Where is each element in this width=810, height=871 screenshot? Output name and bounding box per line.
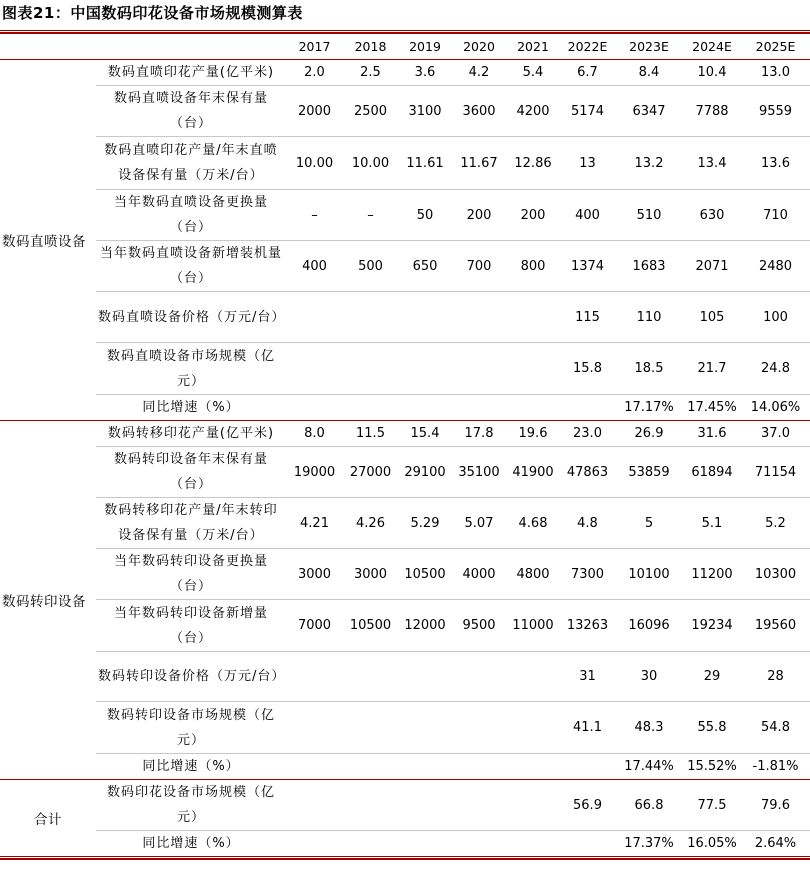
table-cell xyxy=(452,652,506,702)
table-cell: 2480 xyxy=(741,241,810,292)
table-cell: 41900 xyxy=(506,447,560,498)
table-cell: 4.2 xyxy=(452,60,506,86)
table-cell: 17.37% xyxy=(615,831,683,857)
figure-title: 图表21：中国数码印花设备市场规模测算表 xyxy=(2,4,303,22)
table-cell: 19000 xyxy=(286,447,343,498)
table-cell: 7300 xyxy=(560,549,615,600)
table-cell: 15.8 xyxy=(560,343,615,395)
row-label: 数码转移印花产量(亿平米) xyxy=(96,421,286,447)
header-blank xyxy=(0,34,96,60)
table-cell: – xyxy=(343,190,398,241)
year-header: 2018 xyxy=(354,39,387,54)
table-cell xyxy=(452,702,506,754)
table-cell xyxy=(286,652,343,702)
table-cell: 710 xyxy=(741,190,810,241)
table-cell: 10.4 xyxy=(683,60,741,86)
table-cell: 10300 xyxy=(741,549,810,600)
table-cell: 3000 xyxy=(286,549,343,600)
table-cell: 19560 xyxy=(741,600,810,652)
table-cell: 7000 xyxy=(286,600,343,652)
row-label: 当年数码直喷设备更换量（台） xyxy=(96,190,286,241)
table-cell: 61894 xyxy=(683,447,741,498)
table-cell: 3600 xyxy=(452,86,506,137)
row-label: 同比增速（%） xyxy=(96,754,286,780)
year-header: 2023E xyxy=(629,39,669,54)
table-row xyxy=(0,395,810,421)
table-cell: 700 xyxy=(452,241,506,292)
table-cell: – xyxy=(286,190,343,241)
table-cell: 1374 xyxy=(560,241,615,292)
table-cell xyxy=(506,780,560,831)
table-cell xyxy=(398,652,452,702)
table-cell xyxy=(343,343,398,395)
table-row xyxy=(0,498,810,549)
year-header: 2024E xyxy=(692,39,732,54)
table-cell: 500 xyxy=(343,241,398,292)
table-cell xyxy=(560,395,615,421)
table-cell: 5.07 xyxy=(452,498,506,549)
table-cell: 17.44% xyxy=(615,754,683,780)
table-cell: 5.4 xyxy=(506,60,560,86)
table-cell: 800 xyxy=(506,241,560,292)
title-rule-thin xyxy=(0,30,810,31)
table-cell xyxy=(452,343,506,395)
table-cell: 1683 xyxy=(615,241,683,292)
table-cell: 4.8 xyxy=(560,498,615,549)
table-cell: 48.3 xyxy=(615,702,683,754)
table-cell: 56.9 xyxy=(560,780,615,831)
table-cell xyxy=(506,702,560,754)
table-cell: 10.00 xyxy=(343,137,398,190)
table-cell: 2071 xyxy=(683,241,741,292)
table-cell xyxy=(452,395,506,421)
table-cell xyxy=(286,754,343,780)
table-cell: 55.8 xyxy=(683,702,741,754)
table-cell: 4.26 xyxy=(343,498,398,549)
table-cell: 400 xyxy=(560,190,615,241)
table-cell: 11000 xyxy=(506,600,560,652)
table-row xyxy=(0,241,810,292)
table-cell: 16.05% xyxy=(683,831,741,857)
table-cell: 47863 xyxy=(560,447,615,498)
table-cell: 41.1 xyxy=(560,702,615,754)
row-label: 数码直喷设备年末保有量（台） xyxy=(96,86,286,137)
table-cell: 650 xyxy=(398,241,452,292)
table-cell: 7788 xyxy=(683,86,741,137)
table-cell: 4000 xyxy=(452,549,506,600)
table-cell xyxy=(398,831,452,857)
table-cell: 71154 xyxy=(741,447,810,498)
table-cell: -1.81% xyxy=(741,754,810,780)
table-row xyxy=(0,831,810,857)
group-label: 数码直喷设备 xyxy=(0,60,96,421)
table-cell: 10.00 xyxy=(286,137,343,190)
table-cell xyxy=(452,292,506,343)
row-label: 数码直喷设备价格（万元/台） xyxy=(96,292,286,343)
table-cell: 15.52% xyxy=(683,754,741,780)
table-cell: 11200 xyxy=(683,549,741,600)
table-cell: 13263 xyxy=(560,600,615,652)
header-blank xyxy=(96,34,286,60)
table-cell: 19234 xyxy=(683,600,741,652)
table-cell: 53859 xyxy=(615,447,683,498)
table-cell xyxy=(506,292,560,343)
table-cell: 3000 xyxy=(343,549,398,600)
table-cell: 4.68 xyxy=(506,498,560,549)
table-cell: 13.0 xyxy=(741,60,810,86)
table-cell xyxy=(286,343,343,395)
table-cell: 6347 xyxy=(615,86,683,137)
row-label: 数码转印设备价格（万元/台） xyxy=(96,652,286,702)
table-row xyxy=(0,652,810,702)
table-cell: 4.21 xyxy=(286,498,343,549)
table-cell: 510 xyxy=(615,190,683,241)
table-cell: 13.2 xyxy=(615,137,683,190)
table-row xyxy=(0,600,810,652)
table-cell: 5174 xyxy=(560,86,615,137)
table-cell: 5.2 xyxy=(741,498,810,549)
table-cell xyxy=(506,831,560,857)
table-cell xyxy=(398,395,452,421)
table-cell: 9559 xyxy=(741,86,810,137)
table-row xyxy=(0,86,810,137)
table-cell: 27000 xyxy=(343,447,398,498)
year-header: 2022E xyxy=(567,39,608,54)
table-cell xyxy=(343,831,398,857)
table-cell: 26.9 xyxy=(615,421,683,447)
table-cell xyxy=(343,754,398,780)
table-cell xyxy=(506,754,560,780)
table-cell: 77.5 xyxy=(683,780,741,831)
row-label: 同比增速（%） xyxy=(96,831,286,857)
table-cell: 2.5 xyxy=(343,60,398,86)
table-cell: 50 xyxy=(398,190,452,241)
table-cell: 10500 xyxy=(398,549,452,600)
row-label: 数码转移印花产量/年末转印设备保有量（万米/台） xyxy=(96,498,286,549)
table-row xyxy=(0,137,810,190)
table-cell: 16096 xyxy=(615,600,683,652)
table-cell: 30 xyxy=(615,652,683,702)
year-header: 2025E xyxy=(755,39,796,54)
table-cell: 8.4 xyxy=(615,60,683,86)
table-cell: 5 xyxy=(615,498,683,549)
table-cell: 13.4 xyxy=(683,137,741,190)
table-cell: 630 xyxy=(683,190,741,241)
table-cell: 35100 xyxy=(452,447,506,498)
table-cell: 6.7 xyxy=(560,60,615,86)
table-cell: 2.0 xyxy=(286,60,343,86)
table-cell: 4200 xyxy=(506,86,560,137)
table-row xyxy=(0,190,810,241)
table-cell: 2.64% xyxy=(741,831,810,857)
row-label: 数码转印设备年末保有量（台） xyxy=(96,447,286,498)
year-header: 2020 xyxy=(463,39,495,54)
table-cell: 12000 xyxy=(398,600,452,652)
table-cell: 54.8 xyxy=(741,702,810,754)
table-cell: 21.7 xyxy=(683,343,741,395)
table-cell: 115 xyxy=(560,292,615,343)
table-cell xyxy=(506,395,560,421)
table-cell xyxy=(560,831,615,857)
table-cell: 17.17% xyxy=(615,395,683,421)
table-cell xyxy=(343,652,398,702)
table-cell xyxy=(452,831,506,857)
table-cell: 8.0 xyxy=(286,421,343,447)
year-header: 2021 xyxy=(517,39,549,54)
table-cell: 31.6 xyxy=(683,421,741,447)
year-header: 2019 xyxy=(409,39,441,54)
table-cell xyxy=(452,754,506,780)
table-row xyxy=(0,421,810,447)
market-size-table xyxy=(0,34,810,856)
table-cell xyxy=(343,395,398,421)
table-cell: 100 xyxy=(741,292,810,343)
row-label: 数码转印设备市场规模（亿元） xyxy=(96,702,286,754)
table-row xyxy=(0,549,810,600)
row-label: 当年数码转印设备新增量（台） xyxy=(96,600,286,652)
table-cell xyxy=(398,780,452,831)
table-cell: 2500 xyxy=(343,86,398,137)
row-label: 数码直喷设备市场规模（亿元） xyxy=(96,343,286,395)
table-cell: 17.8 xyxy=(452,421,506,447)
table-cell: 37.0 xyxy=(741,421,810,447)
row-label: 数码直喷印花产量/年末直喷设备保有量（万米/台） xyxy=(96,137,286,190)
row-label: 当年数码转印设备更换量（台） xyxy=(96,549,286,600)
table-cell: 28 xyxy=(741,652,810,702)
table-cell: 79.6 xyxy=(741,780,810,831)
table-row xyxy=(0,292,810,343)
row-label: 数码印花设备市场规模（亿元） xyxy=(96,780,286,831)
group-label: 数码转印设备 xyxy=(0,421,96,780)
table-cell: 29 xyxy=(683,652,741,702)
table-cell xyxy=(398,292,452,343)
table-cell: 3.6 xyxy=(398,60,452,86)
table-cell xyxy=(286,831,343,857)
table-cell: 5.1 xyxy=(683,498,741,549)
table-cell: 66.8 xyxy=(615,780,683,831)
table-cell: 200 xyxy=(452,190,506,241)
table-cell: 12.86 xyxy=(506,137,560,190)
table-cell xyxy=(398,343,452,395)
table-cell: 11.5 xyxy=(343,421,398,447)
table-cell: 200 xyxy=(506,190,560,241)
table-cell: 13.6 xyxy=(741,137,810,190)
table-cell: 3100 xyxy=(398,86,452,137)
table-cell: 23.0 xyxy=(560,421,615,447)
table-row xyxy=(0,780,810,831)
table-cell: 13 xyxy=(560,137,615,190)
table-row xyxy=(0,754,810,780)
table-cell xyxy=(286,780,343,831)
table-cell: 31 xyxy=(560,652,615,702)
table-cell: 24.8 xyxy=(741,343,810,395)
table-cell xyxy=(398,754,452,780)
row-label: 数码直喷印花产量(亿平米) xyxy=(96,60,286,86)
row-label: 同比增速（%） xyxy=(96,395,286,421)
table-cell xyxy=(560,754,615,780)
table-cell: 18.5 xyxy=(615,343,683,395)
bottom-rule-thick xyxy=(0,858,810,860)
table-cell xyxy=(398,702,452,754)
table-cell: 5.29 xyxy=(398,498,452,549)
header-row xyxy=(0,34,810,60)
table-row xyxy=(0,343,810,395)
table-cell: 29100 xyxy=(398,447,452,498)
table-cell xyxy=(343,780,398,831)
table-cell xyxy=(506,652,560,702)
table-cell: 105 xyxy=(683,292,741,343)
table-row xyxy=(0,702,810,754)
table-cell: 10500 xyxy=(343,600,398,652)
group-label: 合计 xyxy=(0,780,96,857)
table-cell: 14.06% xyxy=(741,395,810,421)
table-cell xyxy=(343,292,398,343)
table-cell: 2000 xyxy=(286,86,343,137)
table-cell xyxy=(452,780,506,831)
table-cell xyxy=(286,702,343,754)
table-cell: 110 xyxy=(615,292,683,343)
table-cell xyxy=(286,292,343,343)
table-row xyxy=(0,447,810,498)
table-cell xyxy=(506,343,560,395)
row-label: 当年数码直喷设备新增装机量（台） xyxy=(96,241,286,292)
table-cell xyxy=(343,702,398,754)
table-cell: 9500 xyxy=(452,600,506,652)
table-cell: 15.4 xyxy=(398,421,452,447)
table-cell: 11.67 xyxy=(452,137,506,190)
bottom-rule-thin xyxy=(0,856,810,857)
table-cell: 19.6 xyxy=(506,421,560,447)
table-cell: 10100 xyxy=(615,549,683,600)
table-row xyxy=(0,60,810,86)
year-header: 2017 xyxy=(298,39,331,54)
table-cell: 11.61 xyxy=(398,137,452,190)
table-cell: 4800 xyxy=(506,549,560,600)
table-cell: 17.45% xyxy=(683,395,741,421)
table-cell xyxy=(286,395,343,421)
table-cell: 400 xyxy=(286,241,343,292)
